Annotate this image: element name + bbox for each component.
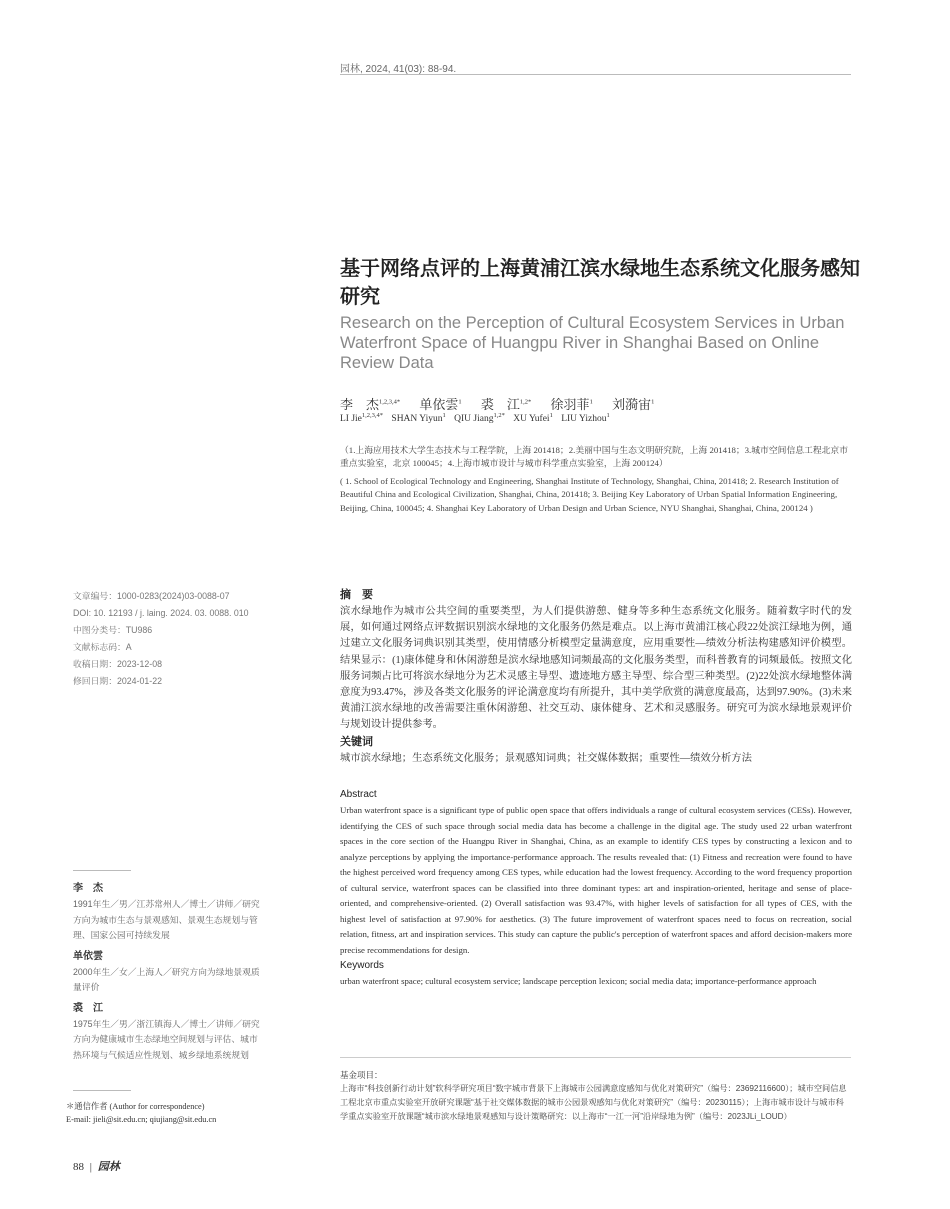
affiliation-english: ( 1. School of Ecological Technology and Engineering, Shanghai Institute of Technology, Shanghai, China, 201418; 2. Research Institution of Beautiful China and Ecological Civilization, Shanghai, China, 201418; 3. Beijing Key Laboratory of Urban Spatial Information Engineering, Beijing, China, 100045; 4. Shanghai Key Laboratory of Urban Design and Urban Science, NYU Shanghai, Shanghai, China, 200124 ) xyxy=(340,476,839,513)
author-en: LIU Yizhou$^1$ xyxy=(561,412,610,425)
funding xyxy=(340,1068,852,1124)
header-rule xyxy=(340,74,851,75)
revised-date: 修回日期：2024-01-22 xyxy=(73,676,162,686)
bio-name: 裘 江 xyxy=(73,1002,103,1014)
affiliation-chinese: （1.上海应用技术大学生态技术与工程学院，上海 201418；2.美丽中国与生态文明研究院，上海 201418；3.城市空间信息工程北京市重点实验室，北京 100045；4.上海市城市设计与城市科学重点实验室，上海 200124） xyxy=(340,445,849,469)
keywords-cn-heading: 关键词 xyxy=(340,735,373,748)
author-en: QIU Jiang$^{1,2*}$ xyxy=(454,412,505,425)
abstract-cn-heading: 摘 要 xyxy=(340,589,373,601)
bio-rule xyxy=(73,870,131,871)
document-code: 文献标志码：A xyxy=(73,642,132,652)
abstract-english-section xyxy=(340,787,852,990)
correspondence-rule xyxy=(73,1090,131,1091)
author-en: SHAN Yiyun$^1$ xyxy=(391,412,446,425)
bio-text: 1991年生／男／江苏常州人／博士／讲师／研究方向为城市生态与景观感知、景观生态规划与管理、国家公园可持续发展 xyxy=(73,899,260,940)
abstract-chinese-section xyxy=(340,587,852,767)
funding-rule xyxy=(340,1057,851,1058)
page-footer xyxy=(73,1158,120,1174)
abstract-en-text: Urban waterfront space is a significant type of public open space that offers individuals a range of cultural ecosystem services (CESs). However, identifying the CES of such space through social media data has become a challenge in the digital age. The study used 22 urban waterfront spaces in the core section of the Huangpu River in Shanghai, China, as an example to identify CES types by constructing a lexicon and to analyze perceptions by applying the importance-performance approach. The results revealed that: (1) Fitness and recreation were found to have the highest perceived word frequency among CES types, while education had the lowest frequency. According to the word frequency proportion of cultural service, waterfront spaces can be classified into three dominant types: art and inspiration-oriented, heritage and sense of place-oriented, and comprehensive-oriented. (2) Overall satisfaction was 93.47%, with higher levels of satisfaction for all types of CES, with the highest level of satisfaction at 97.90% for aesthetics. (3) The future improvement of waterfront spaces need to focus on recreation, social relation, fitness, art and inspiration services. This study can capture the public's perception of waterfront spaces and afford decision-makers more precise recommendations for design. xyxy=(340,805,852,955)
author-cn: 单依雲$^1$ xyxy=(419,397,462,412)
bio-text: 1975年生／男／浙江镇海人／博士／讲师／研究方向为健康城市生态绿地空间规划与评估、城市热环境与气候适应性规划、城乡绿地系统规划 xyxy=(73,1018,260,1060)
journal-logo: 园林 xyxy=(97,1161,120,1173)
author-bio xyxy=(73,880,263,944)
correspondence xyxy=(66,1100,286,1126)
doi: DOI: 10. 12193 / j. laing. 2024. 03. 0088. 010 xyxy=(73,608,249,618)
page-number: 88 xyxy=(73,1161,84,1173)
bio-name: 单依雲 xyxy=(73,950,103,962)
author-en: LI Jie$^{1,2,3,4*}$ xyxy=(340,412,384,425)
author-en: XU Yufei$^1$ xyxy=(513,412,553,425)
clc-number: 中图分类号：TU986 xyxy=(73,625,153,635)
bio-text: 2000年生／女／上海人／研究方向为绿地景观质量评价 xyxy=(73,966,260,992)
author-cn: 裘 江$^{1,2*}$ xyxy=(480,397,532,412)
keywords-en-text: urban waterfront space; cultural ecosystem service; landscape perception lexicon; social media data; importance-performance approach xyxy=(340,976,817,986)
funding-text: 上海市“科技创新行动计划”软科学研究项目“数字城市背景下上海城市公园满意度感知与优化对策研究”（编号：23692116600）；城市空间信息工程北京市重点实验室开放研究课题“基于社交媒体数据的城市公园景观感知与优化对策研究”（编号：20230115）；上海市城市设计与城市科学重点实验室开放课题“城市滨水绿地景观感知与设计策略研究：以上海市“一江一河”沿岸绿地为例”（编号：2023JLi_LOUD） xyxy=(340,1084,847,1121)
author-cn: 李 杰$^{1,2,3,4*}$ xyxy=(340,397,401,412)
article-meta xyxy=(73,588,273,690)
author-bio xyxy=(73,1000,263,1064)
received-date: 收稿日期：2023-12-08 xyxy=(73,659,162,669)
title-chinese: 基于网络点评的上海黄浦江滨水绿地生态系统文化服务感知研究 xyxy=(340,258,860,308)
author-bios xyxy=(73,880,263,1067)
abstract-cn-text: 滨水绿地作为城市公共空间的重要类型，为人们提供游憩、健身等多种生态系统文化服务。随着数字时代的发展，如何通过网络点评数据识别滨水绿地的文化服务仍然是难点。以上海市黄浦江核心段22处滨江绿地为例，通过建立文化服务词典识别其类型，使用情感分析模型定量满意度，应用重要性—绩效分析法构建感知评价模型。结果显示：(1)康体健身和休闲游憩是滨水绿地感知词频最高的文化服务类型，而科普教育的词频最低。按照文化服务词频占比可将滨水绿地分为艺术灵感主导型、遗迹地方感主导型、综合型三种类型。(2)22处滨水绿地整体满意度为93.47%，涉及各类文化服务的评论满意度均有所提升，其中美学欣赏的满意度最高，达到97.90%。(3)未来黄浦江滨水绿地的改善需要注重休闲游憩、社交互动、康体健身、艺术和灵感服务。研究可为滨水绿地景观评价与规划设计提供参考。 xyxy=(340,606,852,731)
funding-heading: 基金项目： xyxy=(340,1070,383,1080)
keywords-en-heading: Keywords xyxy=(340,960,384,971)
author-cn: 徐羽菲$^1$ xyxy=(550,397,593,412)
journal-reference: 园林, 2024, 41(03): 88-94. xyxy=(340,64,457,75)
author-cn: 刘漪宙$^1$ xyxy=(612,397,655,412)
abstract-en-heading: Abstract xyxy=(340,789,377,800)
correspondence-label: ＊通信作者 (Author for correspondence) xyxy=(66,1102,205,1111)
authors-english xyxy=(340,412,616,424)
authors-chinese xyxy=(340,394,670,413)
correspondence-email[interactable]: E-mail: jieli@sit.edu.cn; qiujiang@sit.edu.cn xyxy=(66,1115,217,1124)
keywords-cn-text: 城市滨水绿地；生态系统文化服务；景观感知词典；社交媒体数据；重要性—绩效分析方法 xyxy=(340,752,752,764)
author-bio xyxy=(73,948,263,996)
article-number: 文章编号：1000-0283(2024)03-0088-07 xyxy=(73,591,230,601)
page-separator: | xyxy=(89,1161,92,1173)
title-english: Research on the Perception of Cultural Ecosystem Services in Urban Waterfront Space of Huangpu River in Shanghai Based on Online Review Data xyxy=(340,314,845,372)
bio-name: 李 杰 xyxy=(73,883,103,894)
